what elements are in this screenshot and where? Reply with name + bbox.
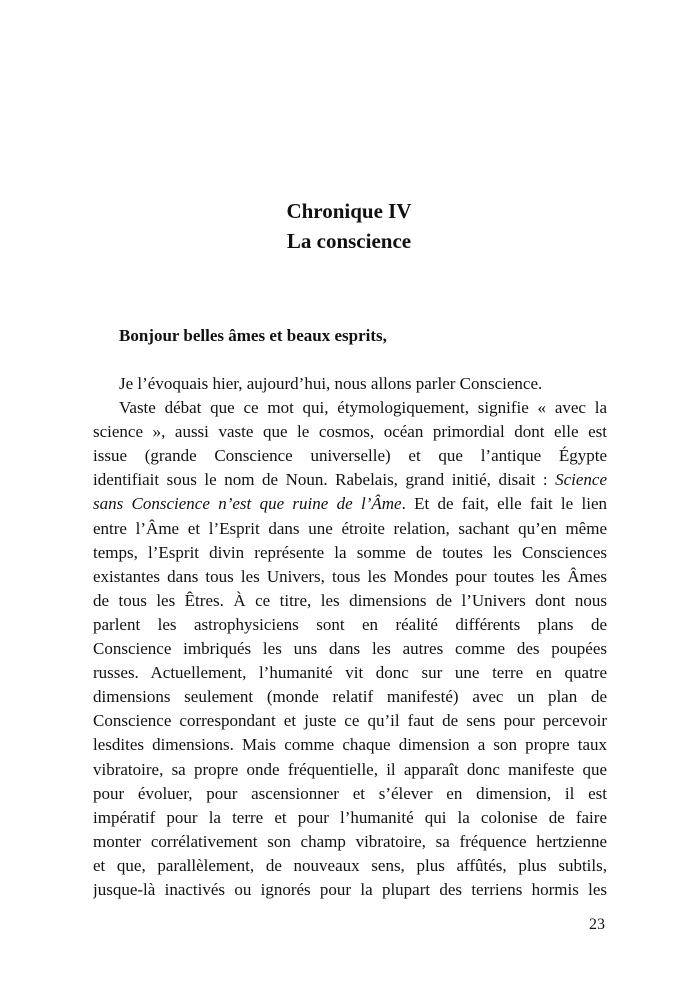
- quote-segment: Science: [555, 470, 607, 490]
- chapter-title: [0, 196, 700, 256]
- text-line: Conscience correspondant et juste ce qu’il faut de sens pour percevoir: [93, 711, 607, 731]
- chapter-subheading: La conscience: [286, 229, 412, 253]
- text-line: science », aussi vaste que le cosmos, océan primordial dont elle est: [93, 422, 607, 442]
- text-line: pour évoluer, pour ascensionner et s’élever en dimension, il est: [93, 783, 607, 803]
- text-segment: identifiait sous le nom de Noun. Rabelais, grand initié, disait :: [93, 470, 548, 490]
- text-line: parlent les astrophysiciens sont en réalité différents plans de: [93, 614, 607, 634]
- text-segment: . Et de fait, elle fait le lien: [401, 494, 607, 514]
- text-line: issue (grande Conscience universelle) et que l’antique Égypte: [93, 446, 607, 466]
- text-line: [93, 468, 607, 492]
- text-line: et que, parallèlement, de nouveaux sens, plus affûtés, plus subtils,: [93, 855, 607, 875]
- text-line: Je l’évoquais hier, aujourd’hui, nous allons parler Conscience.: [119, 374, 543, 393]
- greeting-line: Bonjour belles âmes et beaux esprits,: [119, 326, 387, 345]
- text-line: russes. Actuellement, l’humanité vit donc sur une terre en quatre: [93, 663, 607, 683]
- text-line: de tous les Êtres. À ce titre, les dimensions de l’Univers dont nous: [93, 590, 607, 610]
- body-paragraphs: [93, 372, 607, 902]
- text-line: monter corrélativement son champ vibratoire, sa fréquence hertzienne: [93, 831, 607, 851]
- page-number: 23: [589, 916, 605, 933]
- text-line: Vaste débat que ce mot qui, étymologiquement, signifie « avec la: [119, 398, 607, 418]
- quote-segment: sans Conscience n’est que ruine de l’Âme: [93, 494, 402, 514]
- text-line: vibratoire, sa propre onde fréquentielle, il apparaît donc manifeste que: [93, 759, 607, 779]
- text-line: temps, l’Esprit divin représente la somme de toutes les Consciences: [93, 542, 607, 562]
- text-line: lesdites dimensions. Mais comme chaque dimension a son propre taux: [93, 735, 607, 755]
- text-line: existantes dans tous les Univers, tous les Mondes pour toutes les Âmes: [93, 566, 607, 586]
- text-line: [93, 492, 607, 516]
- text-line: dimensions seulement (monde relatif manifesté) avec un plan de: [93, 687, 607, 707]
- text-line: entre l’Âme et l’Esprit dans une étroite relation, sachant qu’en même: [93, 518, 607, 538]
- chapter-heading: Chronique IV: [286, 199, 412, 223]
- text-line: Conscience imbriqués les uns dans les autres comme des poupées: [93, 639, 607, 659]
- text-line: jusque-là inactivés ou ignorés pour la plupart des terriens hormis les: [93, 879, 607, 899]
- text-line: impératif pour la terre et pour l’humanité qui la colonise de faire: [93, 807, 607, 827]
